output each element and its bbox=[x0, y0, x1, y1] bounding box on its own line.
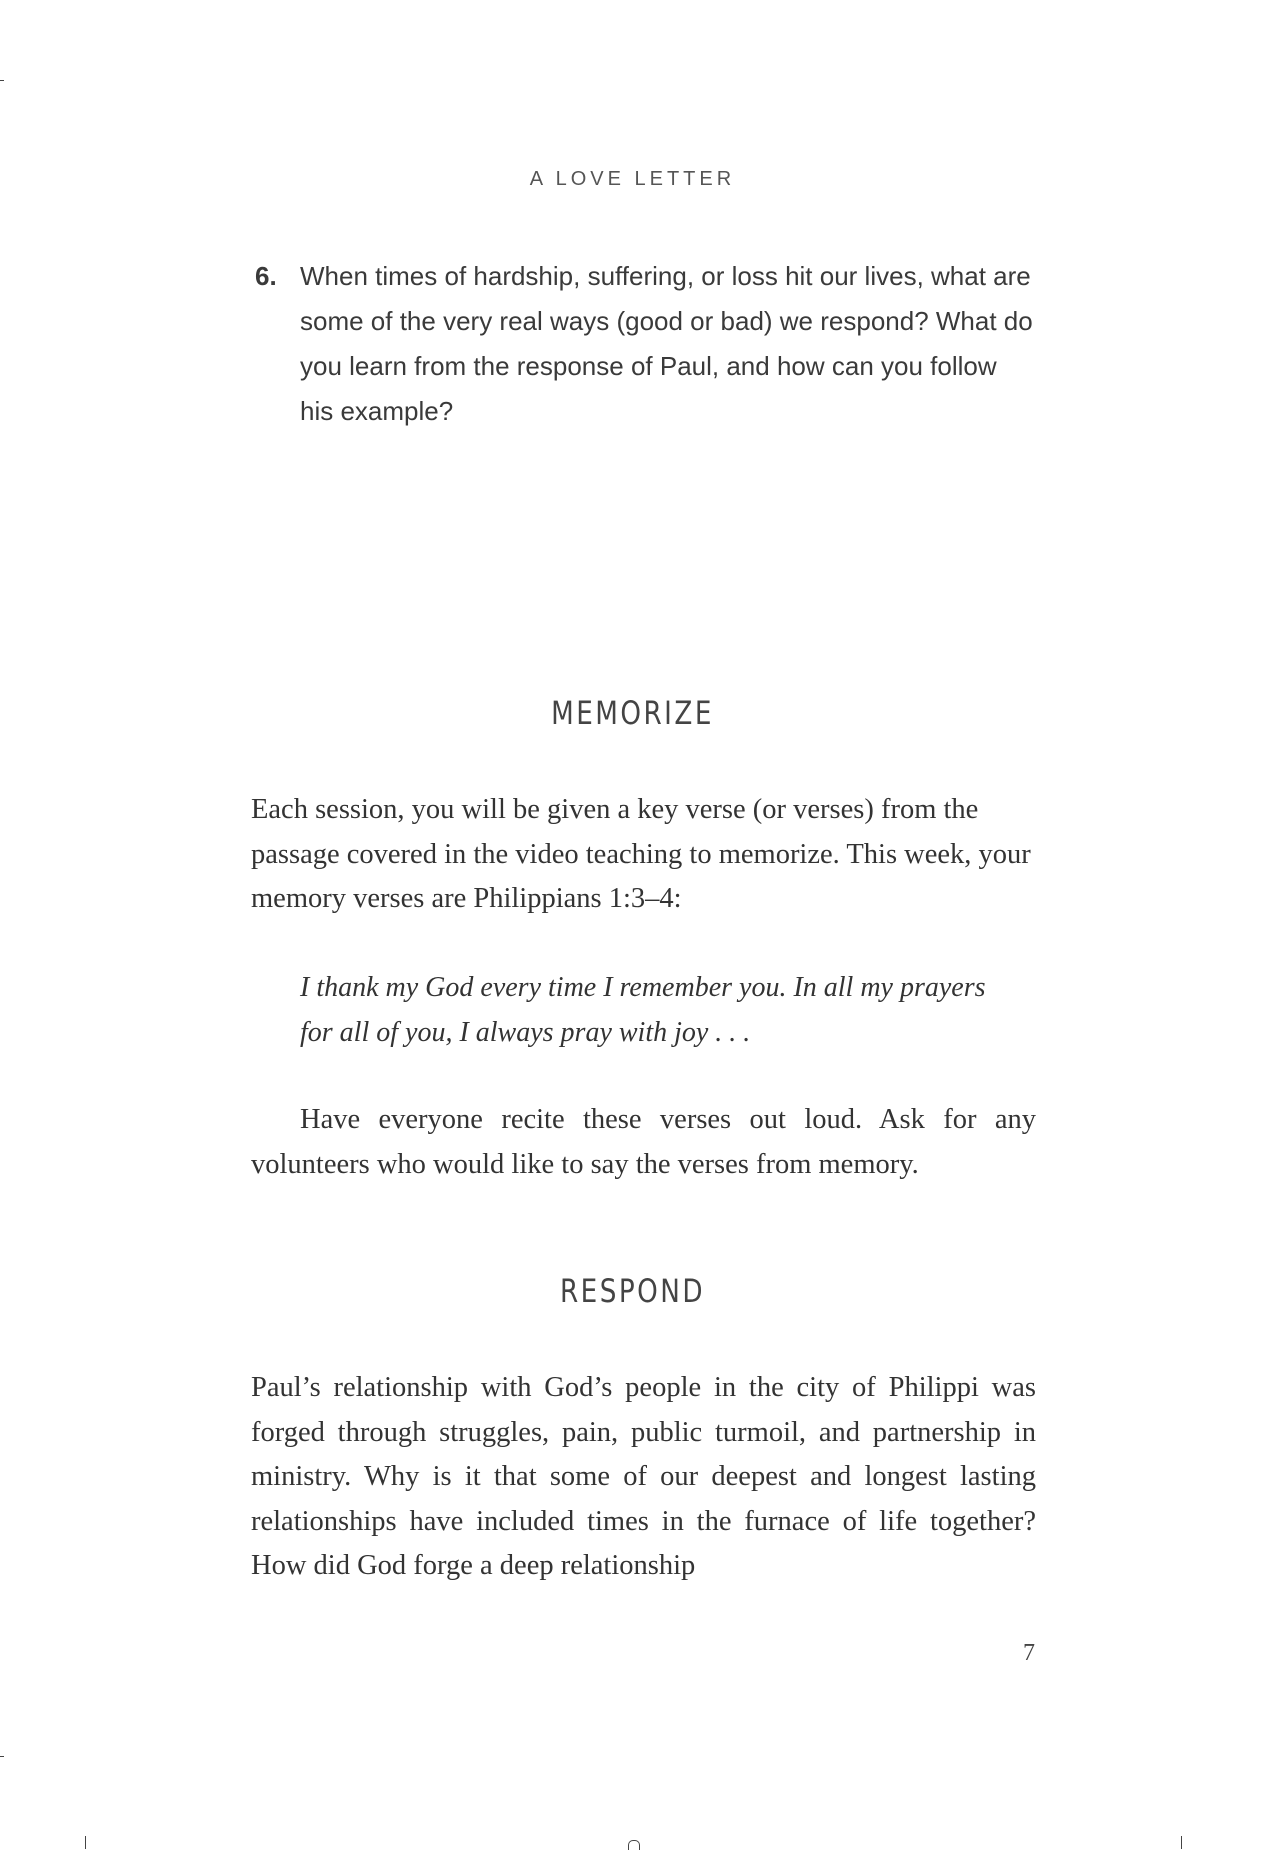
question-text: When times of hardship, suffering, or loss hit our lives, what are some of the very real ways (good or bad) we respond? What do you learn from the response of Paul, and how can you follow his example? bbox=[300, 261, 1033, 426]
crop-mark-left-bottom bbox=[0, 1756, 4, 1757]
crop-mark-bottom-left bbox=[85, 1836, 86, 1849]
page-number: 7 bbox=[1023, 1640, 1035, 1666]
crop-mark-left-top bbox=[0, 80, 4, 81]
memory-verse bbox=[300, 966, 1000, 1055]
respond-heading: RESPOND bbox=[559, 1272, 705, 1310]
memory-verse-line-1: I thank my God every time I remember you. In all my prayers bbox=[300, 972, 986, 1003]
memorize-intro: Each session, you will be given a key verse (or verses) from the passage covered in the video teaching to memorize. This week, your memory verses are Philippians 1:3–4: bbox=[251, 794, 1031, 914]
memorize-heading: MEMORIZE bbox=[551, 694, 714, 732]
memory-verse-line-2: for all of you, I always pray with joy . . . bbox=[300, 1016, 751, 1048]
crop-mark-bottom-right bbox=[1181, 1836, 1182, 1849]
discussion-question bbox=[255, 254, 1035, 434]
respond-text: Paul’s relationship with God’s people in the city of Philippi was forged through struggles, pain, public turmoil, and partnership in ministry. Why is it that some of our deepest and longest lasting relationships have included times in the furnace of life together? How did God forge a deep relationship bbox=[251, 1372, 1036, 1581]
memorize-instruction: Have everyone recite these verses out loud. Ask for any volunteers who would like to say the verses from memory. bbox=[251, 1104, 1036, 1180]
question-number: 6. bbox=[255, 261, 277, 291]
running-head: A LOVE LETTER bbox=[529, 168, 736, 190]
